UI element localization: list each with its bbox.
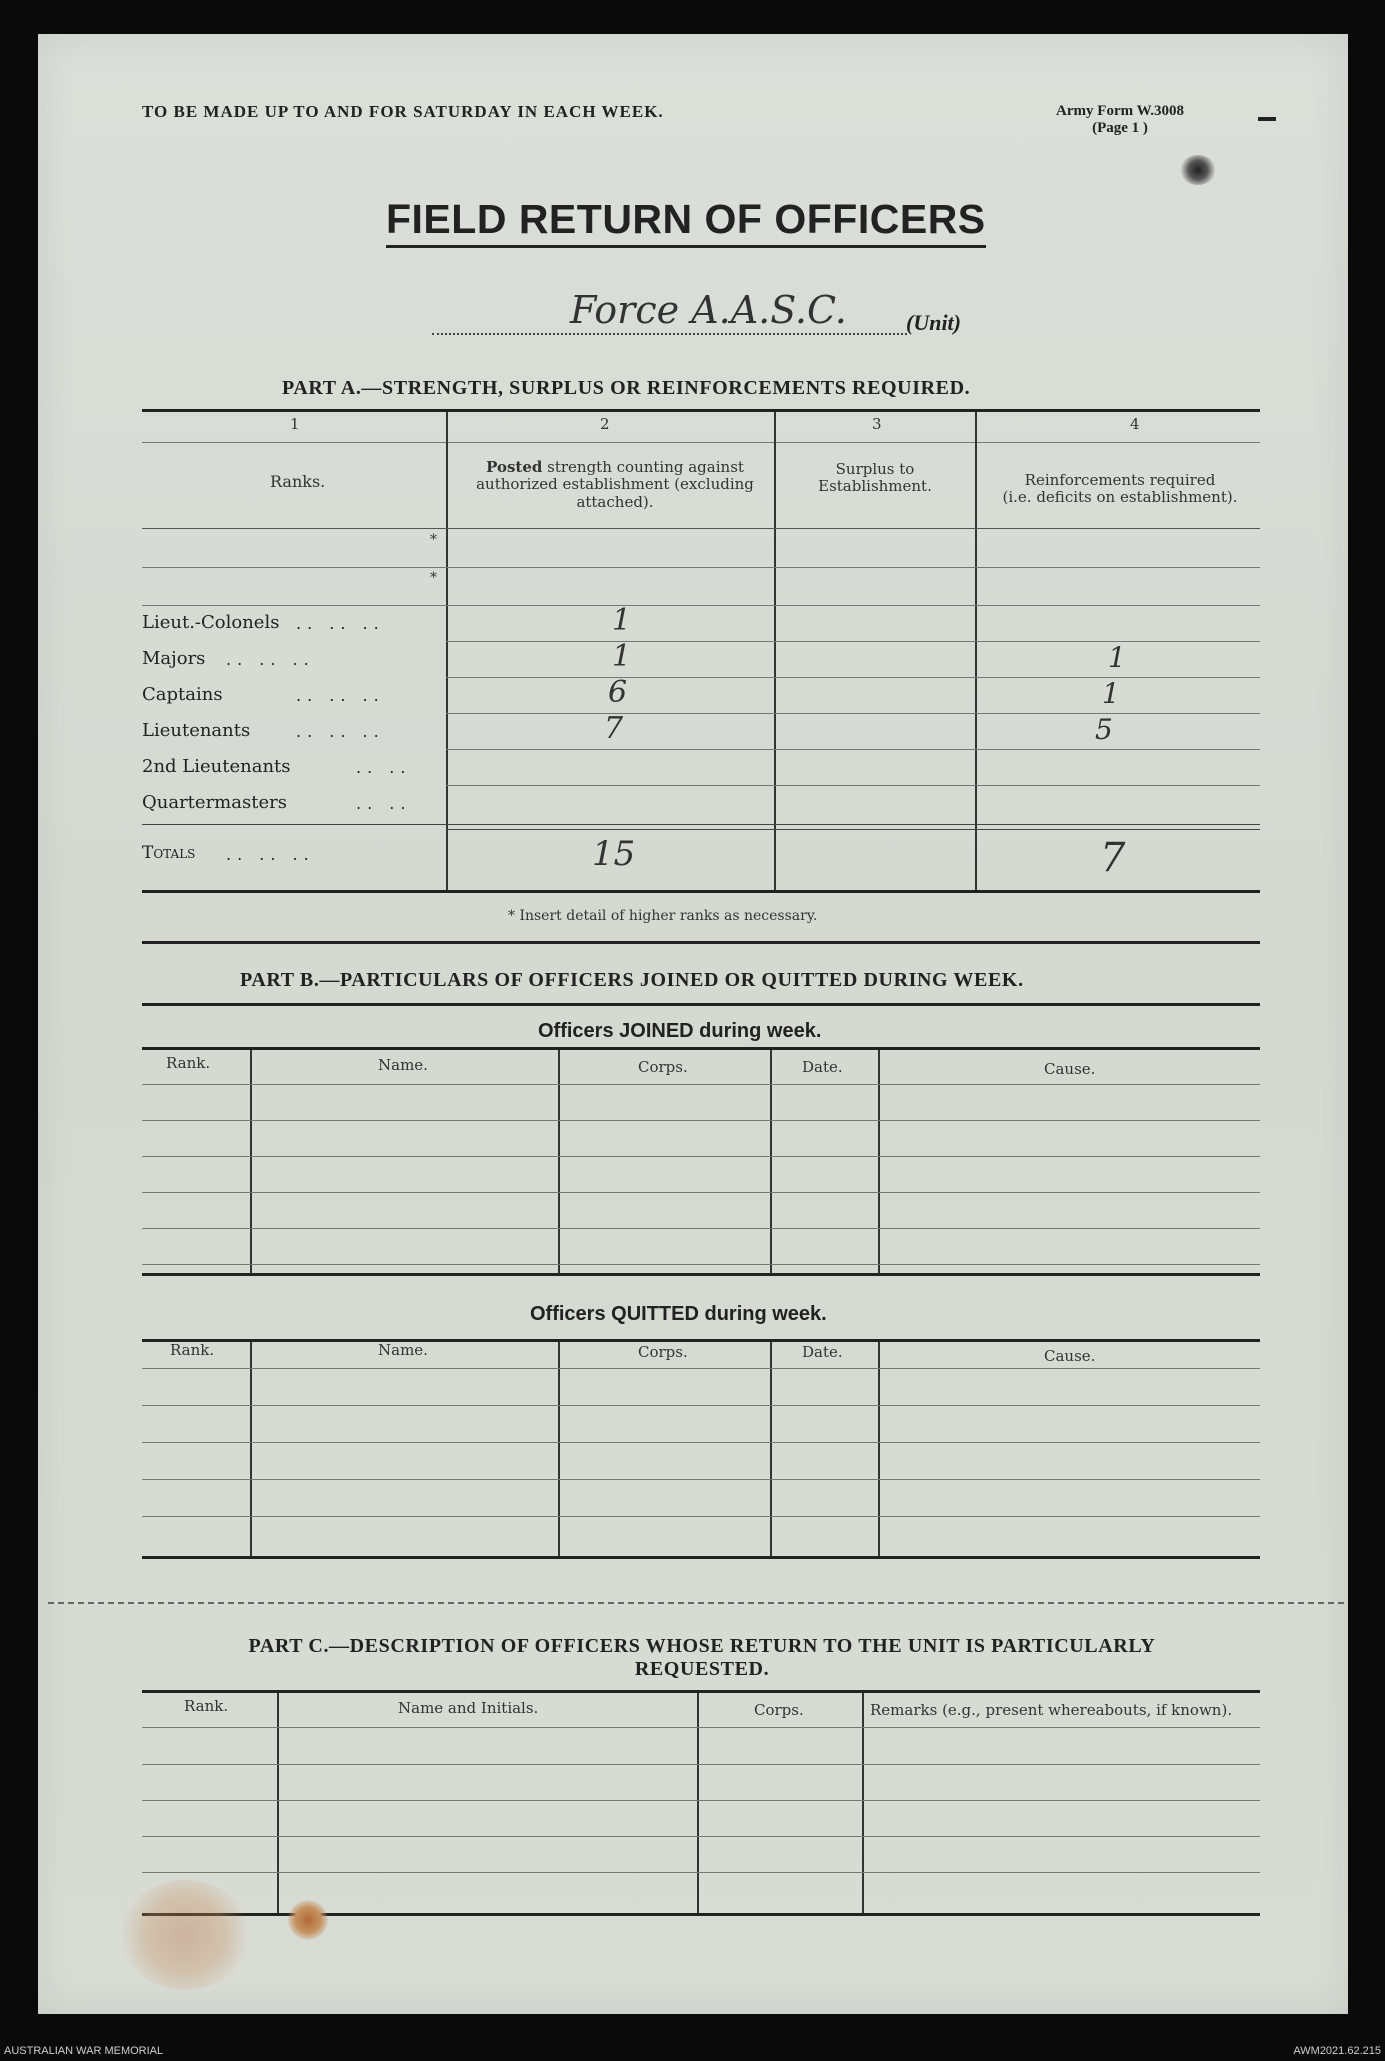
totals-label: Totals [142, 843, 196, 863]
quitted-table-bottom [142, 1556, 1260, 1559]
part-b-heading: PART B.—PARTICULARS OF OFFICERS JOINED OR QUITTED DURING WEEK. [240, 969, 1024, 991]
table-rule [142, 1872, 1260, 1873]
rank-label: 2nd Lieutenants [142, 756, 291, 777]
archive-reference: AWM2021.62.215 [1293, 2045, 1381, 2057]
unit-line [432, 332, 907, 335]
col-divider [250, 1342, 252, 1558]
part-b-top-rule [142, 1003, 1260, 1006]
part-a-header-rule [142, 528, 1260, 529]
col-ranks-heading: Ranks. [270, 472, 326, 491]
leader-dots: .. .. [356, 758, 412, 777]
table-rule [142, 1192, 1260, 1193]
col-cause: Cause. [1044, 1347, 1096, 1365]
row-rule [446, 749, 1260, 750]
table-rule [142, 1836, 1260, 1837]
form-number-block [1050, 103, 1190, 138]
part-a-bottom-rule [142, 890, 1260, 893]
rust-stain [288, 1900, 328, 1940]
col-corps: Corps. [754, 1701, 804, 1719]
totals-posted: 15 [592, 834, 636, 874]
posted-value: 1 [612, 603, 632, 638]
water-stain [120, 1880, 250, 1990]
posted-value: 1 [612, 639, 632, 674]
row-rule [446, 785, 1260, 786]
col-corps: Corps. [638, 1058, 688, 1076]
archive-footer [0, 2045, 1385, 2059]
instruction-note: TO BE MADE UP TO AND FOR SATURDAY IN EACH WEEK. [142, 102, 664, 121]
posted-value: 6 [608, 675, 628, 710]
star-mark-2: * [430, 570, 437, 586]
row-rule [446, 641, 1260, 642]
part-a-end-rule [142, 941, 1260, 944]
part-c-top-rule [142, 1690, 1260, 1693]
table-rule [142, 1228, 1260, 1229]
leader-dots: .. .. .. [296, 686, 385, 705]
col-name-initials: Name and Initials. [398, 1699, 539, 1717]
col-rank: Rank. [184, 1697, 229, 1715]
rank-label: Captains [142, 684, 223, 705]
rank-label: Lieutenants [142, 720, 251, 741]
part-a-divider-1 [446, 412, 448, 892]
reinforcement-value: 5 [1095, 713, 1113, 746]
margin-mark [1258, 117, 1276, 121]
reinforcement-value: 1 [1108, 641, 1126, 674]
col-divider [277, 1693, 279, 1913]
part-a-divider-2 [774, 412, 776, 892]
part-a-top-rule [142, 409, 1260, 412]
rank-label: Quartermasters [142, 792, 287, 813]
table-rule [142, 1405, 1260, 1406]
table-rule [142, 1368, 1260, 1369]
col-reinf-line2: (i.e. deficits on establishment). [1002, 488, 1238, 507]
totals-rule-1 [142, 824, 1260, 825]
leader-dots: .. .. .. [226, 650, 315, 669]
col-number-3: 3 [872, 415, 882, 433]
rank-label: Lieut.-Colonels [142, 612, 280, 633]
col-number-4: 4 [1130, 415, 1140, 433]
quitted-title: Officers QUITTED during week. [530, 1303, 827, 1325]
col-reinf-line1: Reinforcements required [1024, 471, 1216, 489]
leader-dots: .. .. .. [226, 845, 315, 864]
part-a-divider-3 [975, 412, 977, 892]
part-c-heading-line1: PART C.—DESCRIPTION OF OFFICERS WHOSE RETURN TO THE UNIT IS PARTICULARLY [248, 1635, 1156, 1657]
row-rule-star2 [142, 605, 1260, 606]
totals-reinforcements: 7 [1100, 835, 1126, 881]
col-remarks: Remarks (e.g., present whereabouts, if known). [870, 1701, 1233, 1719]
col-cause: Cause. [1044, 1060, 1096, 1078]
reinforcement-value: 1 [1102, 677, 1120, 710]
page-title: FIELD RETURN OF OFFICERS [386, 196, 986, 248]
col-date: Date. [802, 1343, 843, 1361]
table-rule [142, 1442, 1260, 1443]
table-rule [142, 1764, 1260, 1765]
table-rule [142, 1727, 1260, 1728]
posted-value: 7 [604, 711, 624, 746]
star-mark-1: * [430, 532, 437, 548]
col-divider [697, 1693, 699, 1913]
col-name: Name. [378, 1056, 428, 1074]
col-reinforcements-heading [985, 472, 1255, 507]
col-posted-heading [470, 459, 760, 511]
col-number-2: 2 [600, 415, 610, 433]
joined-table-top [142, 1047, 1260, 1050]
table-rule [142, 1516, 1260, 1517]
quitted-table-top [142, 1339, 1260, 1342]
col-divider [770, 1342, 772, 1558]
col-posted-bold: Posted [486, 458, 543, 476]
joined-title: Officers JOINED during week. [538, 1020, 822, 1042]
row-rule-star1 [142, 567, 1260, 568]
col-divider [558, 1342, 560, 1558]
col-corps: Corps. [638, 1343, 688, 1361]
perforation-line [48, 1602, 1344, 1605]
part-c-heading-line2: REQUESTED. [634, 1658, 770, 1680]
table-rule [142, 1479, 1260, 1480]
table-rule [142, 1264, 1260, 1265]
leader-dots: .. .. .. [296, 614, 385, 633]
col-number-1: 1 [290, 415, 300, 433]
col-rank: Rank. [170, 1341, 215, 1359]
col-surplus-heading: Surplus to Establishment. [818, 460, 932, 496]
unit-label: (Unit) [906, 310, 961, 335]
part-a-heading: PART A.—STRENGTH, SURPLUS OR REINFORCEMENTS REQUIRED. [282, 377, 971, 399]
leader-dots: .. .. [356, 794, 412, 813]
table-rule [142, 1120, 1260, 1121]
col-divider [862, 1693, 864, 1913]
rank-label: Majors [142, 648, 206, 669]
table-rule [142, 1800, 1260, 1801]
row-rule [446, 677, 1260, 678]
col-divider [878, 1342, 880, 1558]
part-c-heading [162, 1635, 1242, 1681]
unit-handwritten: Force A.A.S.C. [570, 288, 847, 332]
part-a-footnote: * Insert detail of higher ranks as necessary. [508, 908, 818, 924]
page-number: (Page 1 ) [1092, 120, 1148, 137]
joined-table-bottom [142, 1273, 1260, 1276]
col-date: Date. [802, 1058, 843, 1076]
part-a-number-rule [142, 442, 1260, 443]
table-rule [142, 1156, 1260, 1157]
col-posted-text: strength counting against authorized establishment (excluding attached). [476, 458, 754, 511]
totals-rule-2 [446, 829, 1260, 830]
punch-hole-mark [1180, 155, 1216, 185]
archive-name: AUSTRALIAN WAR MEMORIAL [4, 2045, 164, 2057]
col-name: Name. [378, 1341, 428, 1359]
row-rule [446, 713, 1260, 714]
form-number: Army Form W.3008 [1056, 103, 1184, 119]
table-rule [142, 1084, 1260, 1085]
leader-dots: .. .. .. [296, 722, 385, 741]
col-rank: Rank. [166, 1054, 211, 1072]
